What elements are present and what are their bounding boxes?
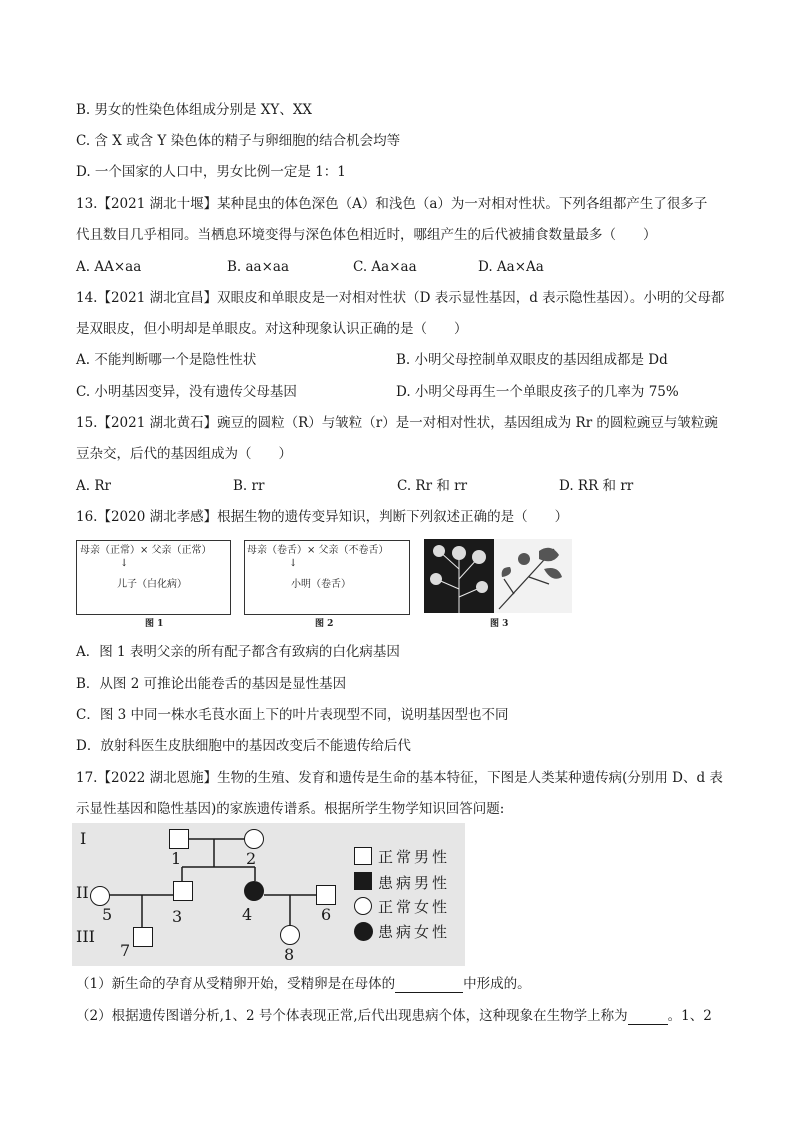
pedigree-number-2: 2: [246, 849, 257, 868]
pedigree-male-7: [133, 927, 153, 947]
q15-option-d: D. RR 和 rr: [559, 478, 634, 494]
q15-option-a: A. Rr: [76, 478, 111, 494]
q17-sub2: [76, 1007, 712, 1025]
q14-stem-1: 14.【2021 湖北宜昌】双眼皮和单眼皮是一对相对性状（D 表示显性基因，d 表示隐性基因）。小明的父母都: [76, 290, 725, 306]
q13-option-c: C. Aa×aa: [353, 259, 417, 275]
figure-2-child: 小明（卷舌）: [291, 579, 351, 590]
figure-3-photo-right: [494, 539, 572, 613]
q13-option-a: A. AA×aa: [76, 259, 142, 275]
q13-stem-1: 13.【2021 湖北十堰】某种昆虫的体色深色（A）和浅色（a）为一对相对性状。下列各组都产生了很多子: [76, 196, 708, 212]
figure-1-child: 儿子（白化病）: [117, 579, 187, 590]
legend-affected-male-icon: [354, 872, 372, 890]
q17-stem-1: 17.【2022 湖北恩施】生物的生殖、发育和遗传是生命的基本特征，下图是人类某种遗传病(分别用 D、d 表: [76, 770, 723, 786]
q15-stem-1: 15.【2021 湖北黄石】豌豆的圆粒（R）与皱粒（r）是一对相对性状，基因组成为 Rr 的圆粒豌豆与皱粒豌: [76, 415, 718, 431]
pedigree-female-2: [244, 829, 264, 849]
option-d-line: D. 一个国家的人口中，男女比例一定是 1：1: [76, 164, 346, 180]
q14-option-b: B. 小明父母控制单双眼皮的基因组成都是 Dd: [396, 352, 668, 368]
plant-above-water-icon: [494, 539, 572, 613]
legend-affected-female: 患病女性: [378, 923, 451, 941]
q16-option-b: B．从图 2 可推论出能卷舌的基因是显性基因: [76, 676, 347, 692]
q16-option-a: A．图 1 表明父亲的所有配子都含有致病的白化病基因: [76, 644, 400, 660]
q16-option-d: D．放射科医生皮肤细胞中的基因改变后不能遗传给后代: [76, 738, 411, 754]
pedigree-number-7: 7: [120, 941, 131, 960]
legend-affected-female-icon: [354, 922, 373, 941]
legend-affected-male: 患病男性: [378, 874, 451, 892]
figure-1-caption: 图 1: [145, 619, 164, 629]
pedigree-male-3: [173, 881, 193, 901]
q16-stem: 16.【2020 湖北孝感】根据生物的遗传变异知识，判断下列叙述正确的是（ ）: [76, 509, 569, 525]
option-b-line: B. 男女的性染色体组成分别是 XY、XX: [76, 102, 313, 118]
q17-sub1-tail: 中形成的。: [463, 976, 531, 992]
figure-1-parents: 母亲（正常）× 父亲（正常）: [80, 545, 212, 556]
q14-option-a: A. 不能判断哪一个是隐性性状: [76, 352, 257, 368]
q17-sub2-blank[interactable]: [628, 1010, 668, 1025]
plant-underwater-icon: [424, 539, 494, 613]
q17-sub1-text: （1）新生命的孕育从受精卵开始，受精卵是在母体的: [76, 976, 396, 992]
q17-sub2-tail: 。1、2: [667, 1008, 712, 1024]
q15-option-c: C. Rr 和 rr: [397, 478, 468, 494]
q13-stem-2: 代且数目几乎相同。当栖息环境变得与深色体色相近时，哪组产生的后代被捕食数量最多（ ）: [76, 227, 657, 243]
pedigree-number-6: 6: [321, 905, 332, 924]
pedigree-chart: [72, 823, 465, 966]
q17-sub1-blank[interactable]: [395, 978, 463, 993]
pedigree-female-5: [90, 886, 110, 906]
q15-stem-2: 豆杂交，后代的基因组成为（ ）: [76, 446, 292, 462]
figure-3-caption: 图 3: [490, 619, 509, 629]
pedigree-affected-female-4: [244, 881, 264, 901]
pedigree-female-8: [280, 925, 300, 945]
q17-sub1: [76, 975, 531, 993]
figure-3-photo-left: [424, 539, 494, 613]
legend-normal-male-icon: [354, 847, 372, 865]
legend-normal-female: 正常女性: [378, 898, 451, 916]
figure-2-arrow: ↓: [289, 558, 298, 569]
legend-normal-male: 正常男性: [378, 848, 451, 866]
pedigree-legend: [352, 845, 462, 943]
pedigree-gen-label-3: III: [76, 927, 95, 946]
pedigree-number-8: 8: [284, 945, 295, 964]
q13-option-b: B. aa×aa: [227, 259, 290, 275]
q14-option-d: D. 小明父母再生一个单眼皮孩子的几率为 75%: [396, 384, 679, 400]
pedigree-number-4: 4: [242, 905, 253, 924]
q13-option-d: D. Aa×Aa: [478, 259, 544, 275]
figure-2-parents: 母亲（卷舌）× 父亲（不卷舌）: [247, 545, 389, 556]
q17-sub2-text: （2）根据遗传图谱分析,1、2 号个体表现正常,后代出现患病个体，这种现象在生物学上称为: [76, 1008, 628, 1024]
pedigree-male-6: [316, 885, 336, 905]
q17-stem-2: 示显性基因和隐性基因)的家族遗传谱系。根据所学生物学知识回答问题:: [76, 801, 505, 817]
option-c-line: C. 含 X 或含 Y 染色体的精子与卵细胞的结合机会均等: [76, 133, 401, 149]
q14-stem-2: 是双眼皮，但小明却是单眼皮。对这种现象认识正确的是（ ）: [76, 321, 468, 337]
pedigree-gen-label-2: II: [76, 883, 89, 902]
pedigree-gen-label-1: I: [80, 829, 87, 848]
q16-option-c: C．图 3 中同一株水毛茛水面上下的叶片表现型不同，说明基因型也不同: [76, 707, 509, 723]
figure-1-arrow: ↓: [120, 558, 129, 569]
pedigree-number-3: 3: [172, 907, 183, 926]
q15-option-b: B. rr: [233, 478, 265, 494]
pedigree-number-1: 1: [171, 849, 182, 868]
pedigree-male-1: [169, 829, 189, 849]
legend-normal-female-icon: [354, 897, 372, 915]
figure-2-caption: 图 2: [315, 619, 334, 629]
pedigree-number-5: 5: [102, 905, 113, 924]
q14-option-c: C. 小明基因变异，没有遗传父母基因: [76, 384, 297, 400]
